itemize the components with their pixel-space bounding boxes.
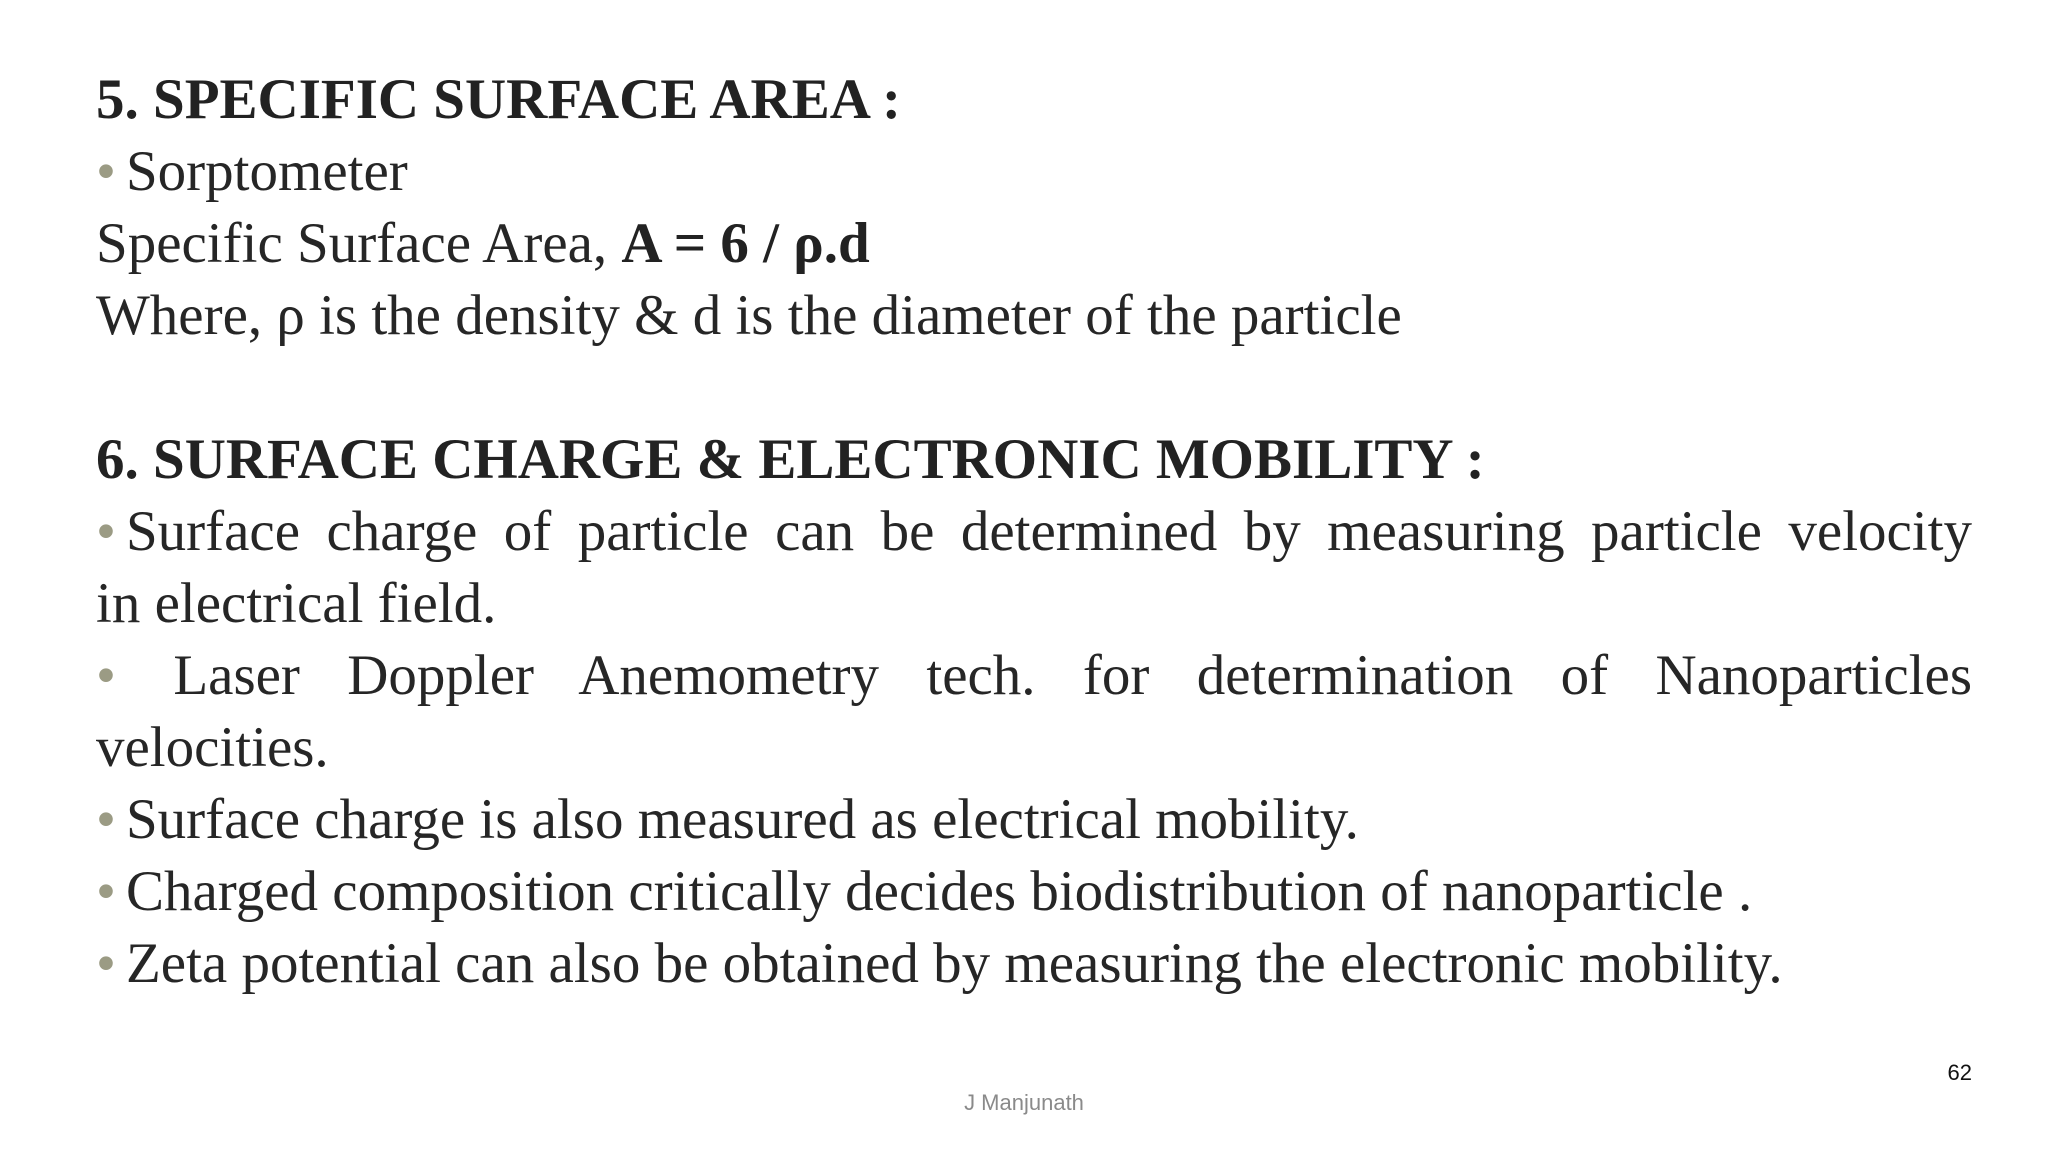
bullet-icon: • bbox=[96, 788, 116, 851]
bullet-surface-charge-line1 bbox=[96, 496, 1972, 568]
section-6-heading: 6. SURFACE CHARGE & ELECTRONIC MOBILITY : bbox=[96, 428, 1485, 491]
bullet-biodistribution bbox=[96, 856, 1972, 928]
bullet-icon: • bbox=[96, 644, 116, 707]
formula-prefix: Specific Surface Area, bbox=[96, 212, 622, 275]
spacer bbox=[96, 352, 1972, 424]
bullet-electrical-mobility bbox=[96, 784, 1972, 856]
bullet-text: Sorptometer bbox=[125, 140, 408, 203]
bullet-text: Zeta potential can also be obtained by measuring the electronic mobility. bbox=[125, 932, 1783, 995]
bullet-text: Surface charge is also measured as electrical mobility. bbox=[125, 788, 1359, 851]
bullet-icon: • bbox=[96, 860, 116, 923]
page-number: 62 bbox=[1947, 1060, 1972, 1085]
slide-content bbox=[96, 64, 1972, 1000]
bullet-icon: • bbox=[96, 140, 116, 203]
bullet-text: Charged composition critically decides biodistribution of nanoparticle . bbox=[125, 860, 1753, 923]
bullet-zeta-potential bbox=[96, 928, 1972, 1000]
where-line: Where, ρ is the density & d is the diameter of the particle bbox=[96, 284, 1402, 347]
section-5-heading: 5. SPECIFIC SURFACE AREA : bbox=[96, 68, 901, 131]
bullet-text: Laser Doppler Anemometry tech. for determination of Nanoparticles bbox=[173, 644, 1972, 707]
bullet-sorptometer bbox=[96, 136, 1972, 208]
bullet-surface-charge-line2: in electrical field. bbox=[96, 572, 497, 635]
bullet-icon: • bbox=[96, 932, 116, 995]
bullet-icon: • bbox=[96, 500, 116, 563]
bullet-laser-doppler-line1 bbox=[96, 640, 1972, 712]
footer-author: J Manjunath bbox=[964, 1090, 1084, 1115]
formula: A = 6 / ρ.d bbox=[621, 212, 870, 275]
bullet-laser-doppler-line2: velocities. bbox=[96, 716, 329, 779]
bullet-text: Surface charge of particle can be determined by measuring particle velocity bbox=[125, 500, 1972, 563]
formula-line bbox=[96, 208, 1972, 280]
